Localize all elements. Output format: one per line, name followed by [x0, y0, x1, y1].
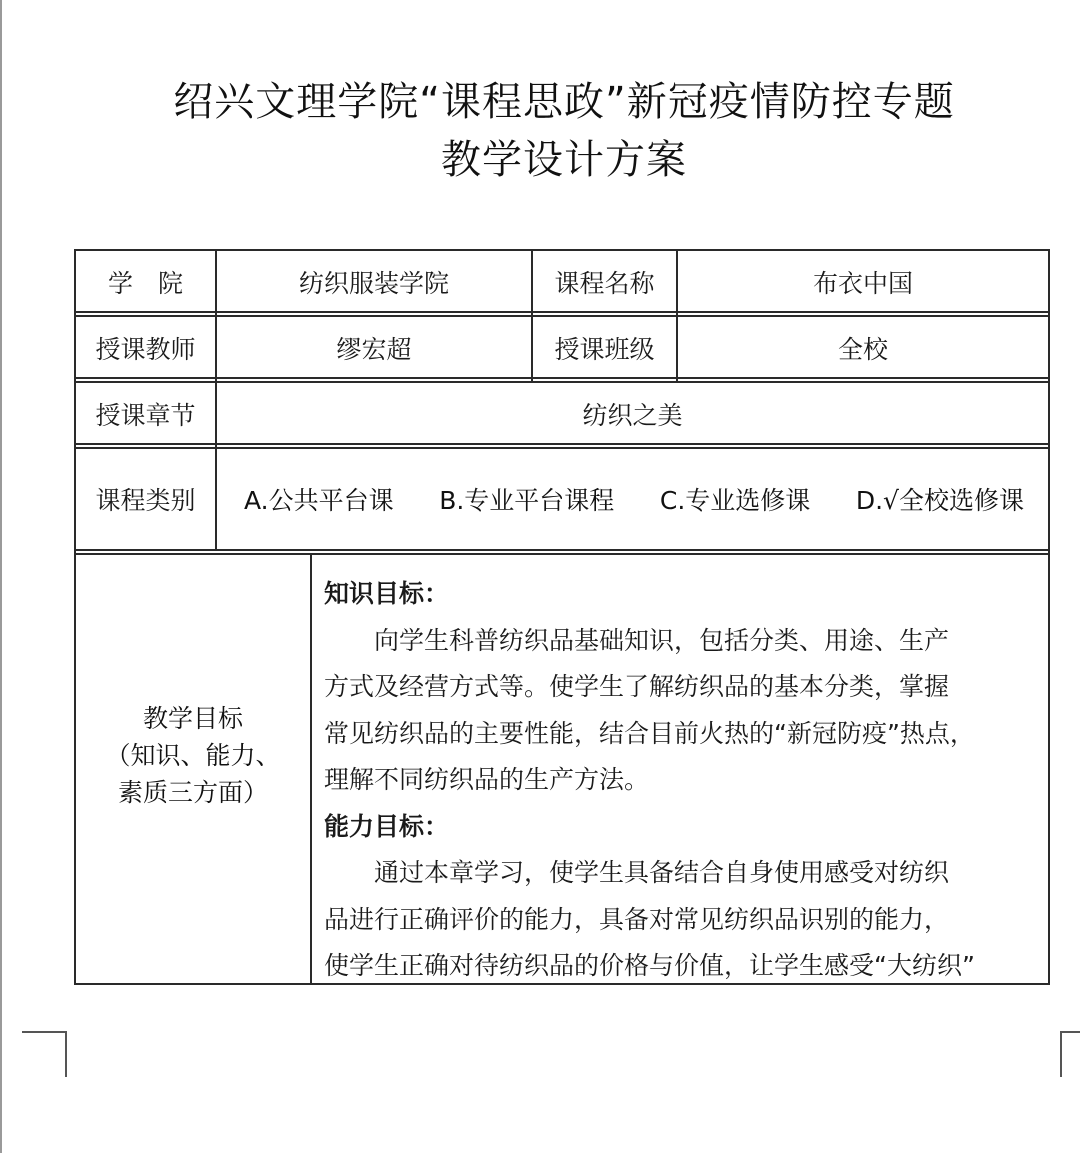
ability-goal-line: 通过本章学习，使学生具备结合自身使用感受对纺织 — [374, 858, 950, 887]
col-divider — [215, 447, 217, 549]
category-option-d: D.√全校选修课 — [855, 486, 1024, 515]
ability-goal-heading: 能力目标： — [324, 811, 450, 841]
course-name-label: 课程名称 — [554, 269, 655, 298]
teaching-goal-label — [76, 555, 310, 955]
class-value: 全校 — [837, 335, 888, 364]
college-label: 学 院 — [107, 269, 183, 298]
chapter-label: 授课章节 — [95, 401, 196, 430]
category-option-b: B.专业平台课程 — [439, 486, 615, 515]
teacher-label: 授课教师 — [95, 335, 196, 364]
category-option-a: A.公共平台课 — [244, 486, 394, 515]
class-label: 授课班级 — [554, 335, 655, 364]
knowledge-goal-line: 理解不同纺织品的生产方法。 — [324, 765, 650, 794]
course-info-table — [74, 249, 1050, 985]
goal-label-line: 素质三方面） — [117, 777, 268, 807]
knowledge-goal-line: 向学生科普纺织品基础知识，包括分类、用途、生产 — [374, 625, 950, 655]
teaching-goal-content — [324, 571, 1034, 990]
goal-label-line: （知识、能力、 — [105, 740, 281, 770]
chapter-value: 纺织之美 — [582, 401, 683, 430]
crop-mark-right — [1060, 1031, 1080, 1077]
ability-goal-line: 品进行正确评价的能力，具备对常见纺织品识别的能力， — [324, 904, 950, 934]
crop-mark-left — [22, 1031, 67, 1077]
category-label: 课程类别 — [95, 486, 196, 515]
knowledge-goal-heading: 知识目标： — [324, 579, 450, 608]
college-value: 纺织服装学院 — [298, 269, 449, 298]
knowledge-goal-line: 方式及经营方式等。使学生了解纺织品的基本分类，掌握 — [324, 672, 950, 701]
document-title: 绍兴文理学院“课程思政”新冠疫情防控专题 — [173, 79, 955, 125]
ability-goal-line: 使学生正确对待纺织品的价格与价值，让学生感受“大纺织” — [324, 951, 975, 980]
page-left-edge — [0, 0, 2, 1153]
document-subtitle: 教学设计方案 — [441, 137, 687, 183]
teacher-value: 缪宏超 — [336, 335, 412, 364]
knowledge-goal-line: 常见纺织品的主要性能，结合目前火热的“新冠防疫”热点， — [324, 718, 975, 748]
course-name-value: 布衣中国 — [812, 269, 913, 298]
row-divider — [76, 549, 1048, 551]
col-divider — [310, 553, 312, 983]
category-options — [244, 449, 1024, 549]
goal-label-line: 教学目标 — [142, 703, 243, 733]
category-option-c: C.专业选修课 — [659, 486, 811, 515]
